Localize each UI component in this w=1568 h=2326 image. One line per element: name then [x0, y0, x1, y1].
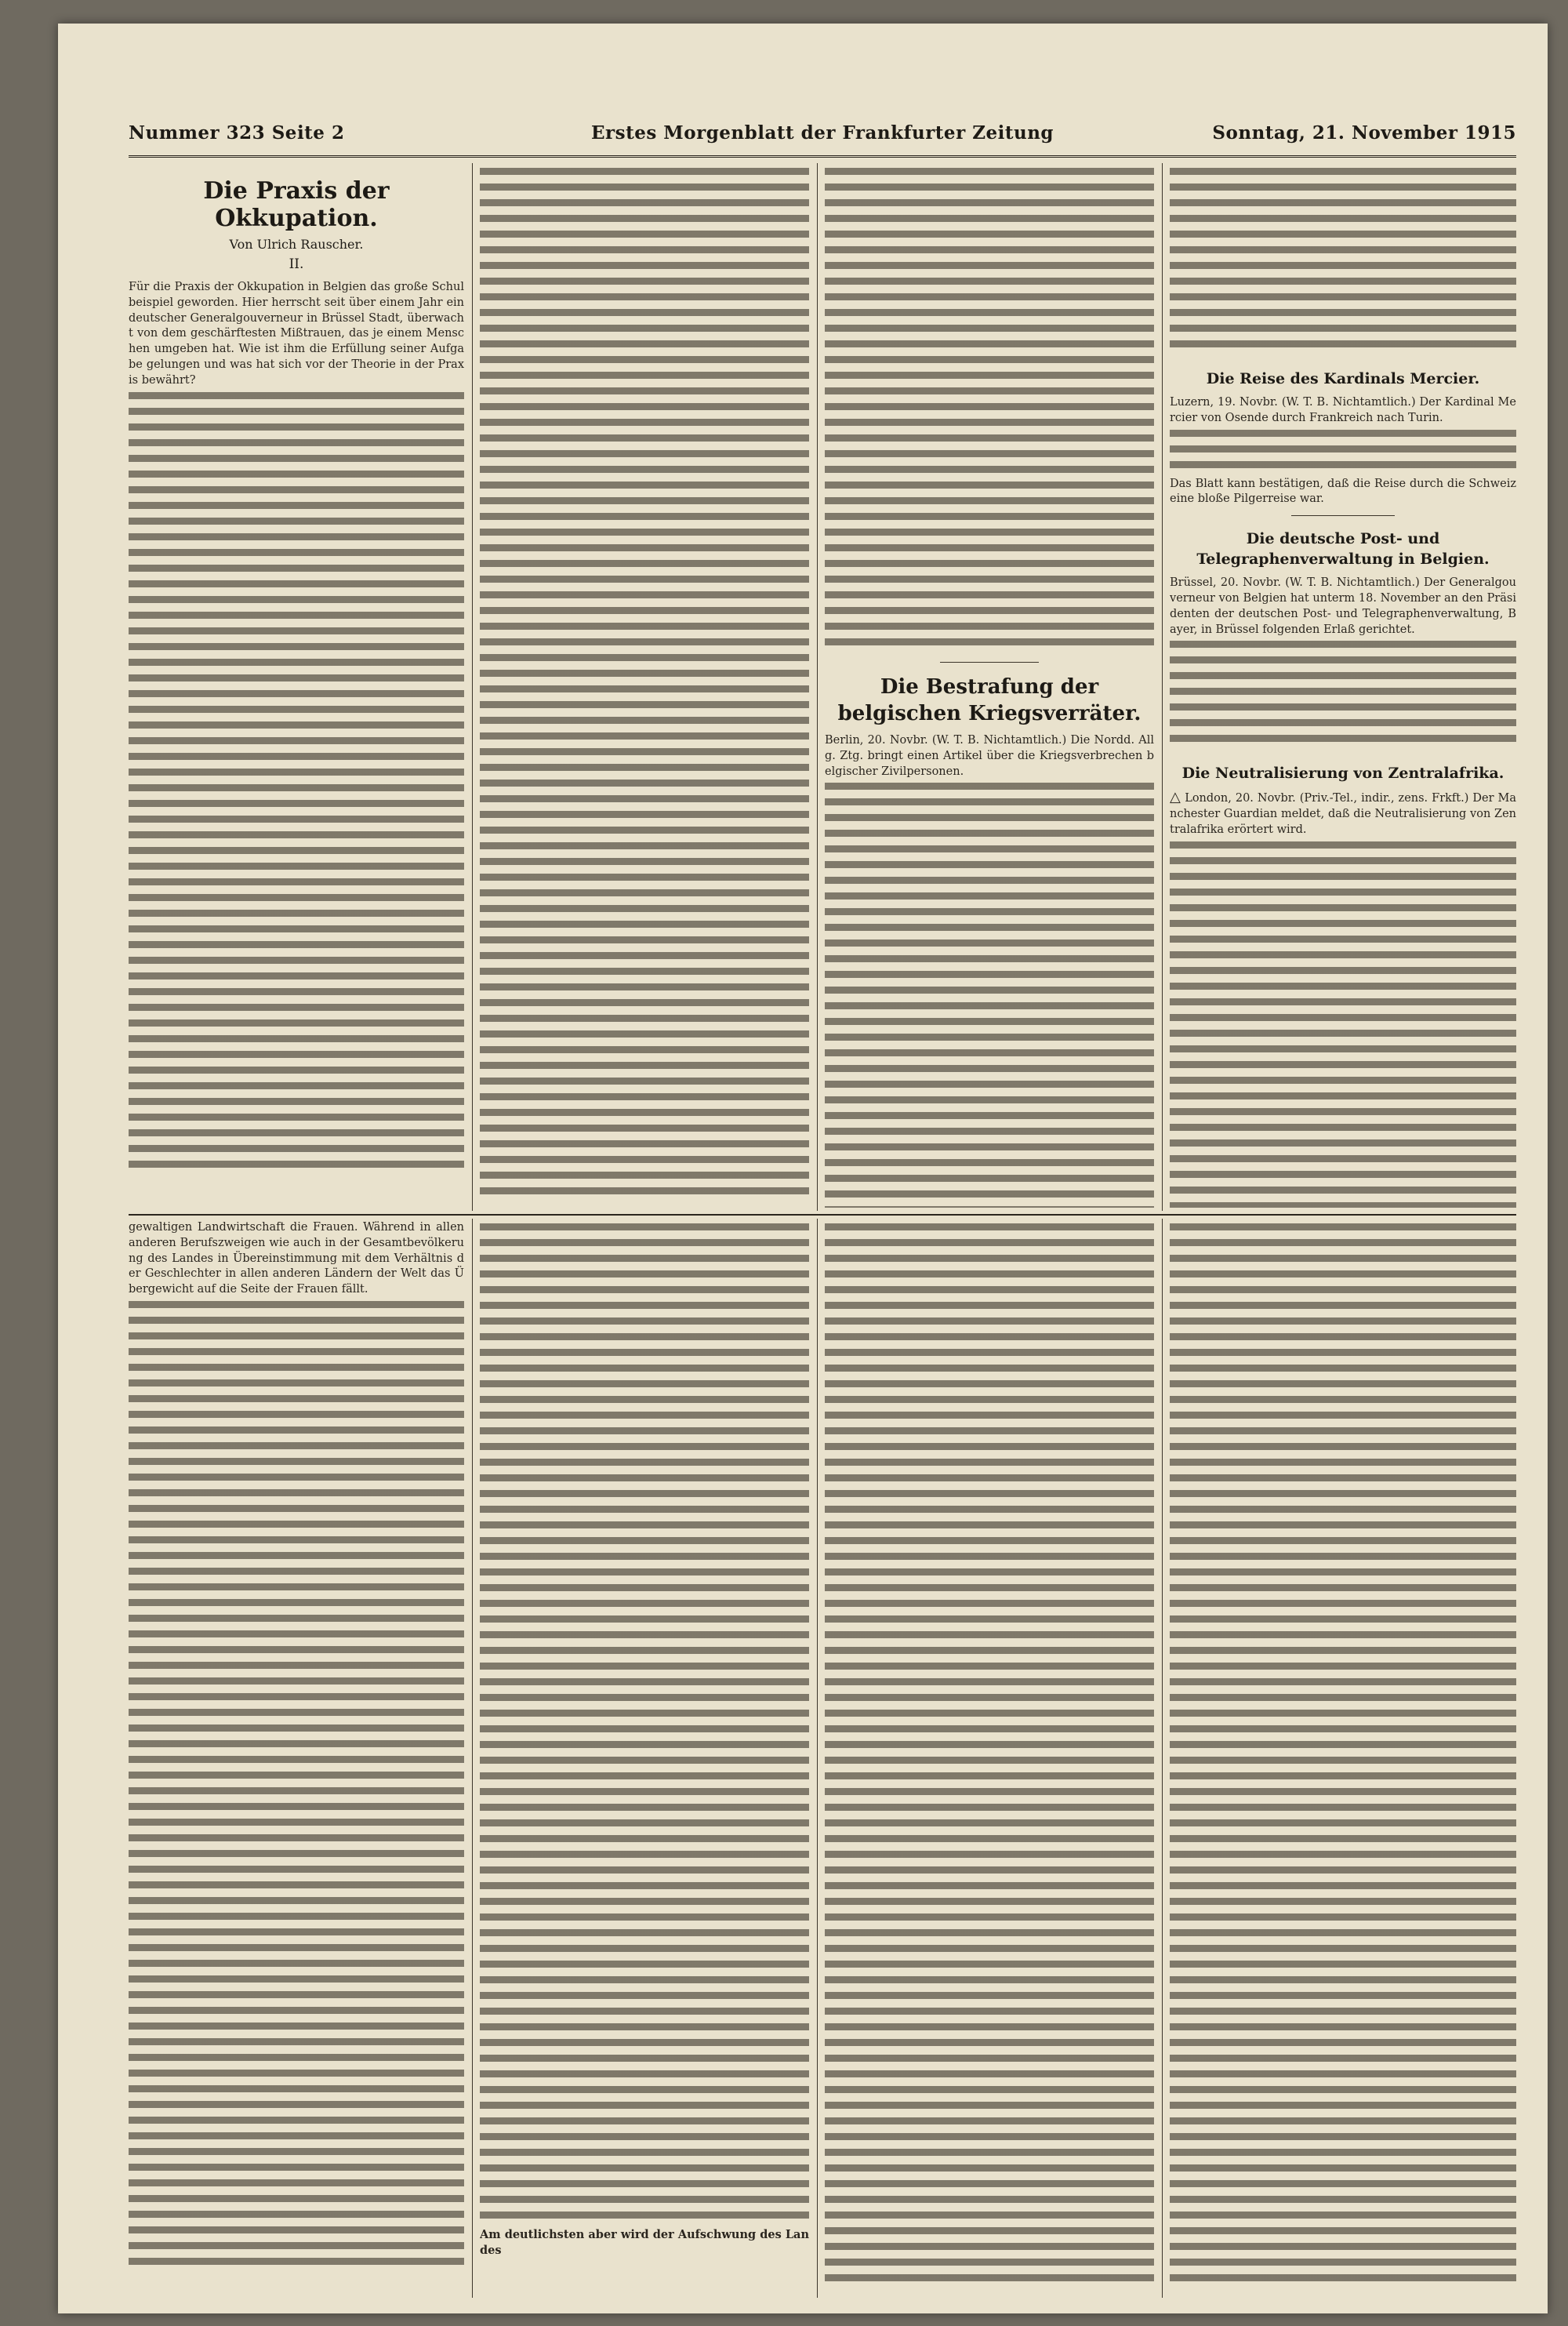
article-part: II. — [289, 256, 304, 272]
masthead — [129, 116, 1516, 158]
column-3 — [825, 165, 1154, 1208]
column-2 — [480, 165, 809, 1208]
article-title-post: Die deutsche Post- und Telegraphenverwaltung in Belgien. — [1196, 530, 1490, 569]
issue-number: Nummer 323 Seite 2 — [129, 122, 345, 144]
triangle-icon: △ — [1170, 789, 1181, 806]
lower-column-2 — [480, 1220, 809, 2295]
article-text-filler — [129, 1301, 464, 2273]
article-title-africa: Die Neutralisierung von Zentralafrika. — [1181, 765, 1504, 783]
issue-date: Sonntag, 21. November 1915 — [1212, 122, 1516, 144]
article-text-filler — [480, 168, 809, 1203]
africa-lead: London, 20. Novbr. (Priv.-Tel., indir., zens. Frkft.) Der Manchester Guardian meldet, daß die Neutralisierung von Zentralafrika erörtert wird. — [1170, 792, 1516, 836]
column-1 — [129, 165, 464, 1208]
article-author: Von Ulrich Rauscher. — [229, 237, 364, 252]
article-text: Berlin, 20. Novbr. (W. T. B. Nichtamtlich.) Die Nordd. Allg. Ztg. bringt einen Artikel über die Kriegsverbrechen belgischer Zivilpersonen. — [825, 734, 1154, 778]
lower-column-3 — [825, 1220, 1154, 2295]
article-text-filler — [825, 168, 1154, 654]
article-text: Am deutlichsten aber wird der Aufschwung des Landes — [480, 2228, 809, 2257]
article-text: Brüssel, 20. Novbr. (W. T. B. Nichtamtlich.) Der Generalgouverneur von Belgien hat unterm 18. November an den Präsidenten der deutschen Post- und Telegraphenverwaltung, Bayer, in Brüssel folgenden Erlaß gerichtet. — [1170, 576, 1516, 636]
paper-title: Erstes Morgenblatt der Frankfurter Zeitung — [590, 122, 1054, 144]
article-text-filler — [825, 1223, 1154, 2290]
article-text-filler — [825, 783, 1154, 1208]
article-text-filler — [1170, 641, 1516, 750]
article-text: gewaltigen Landwirtschaft die Frauen. Während in allen anderen Berufszweigen wie auch in der Gesamtbevölkerung des Landes in Übereinstimmung mit dem Verhältnis der Geschlechter in allen anderen Ländern der Welt das Übergewicht auf die Seite der Frauen fällt. — [129, 1221, 464, 1296]
column-4 — [1170, 165, 1516, 1208]
article-text-filler — [1170, 1223, 1516, 2290]
article-text-filler — [1170, 168, 1516, 356]
lower-column-1 — [129, 1220, 464, 2295]
article-text: Das Blatt kann bestätigen, daß die Reise durch die Schweiz eine bloße Pilgerreise war. — [1170, 477, 1516, 506]
article-title-occupation: Die Praxis der Okkupation. — [203, 177, 390, 232]
newspaper-page — [58, 24, 1548, 2313]
article-text-filler — [480, 1223, 809, 2227]
article-text: Luzern, 19. Novbr. (W. T. B. Nichtamtlich.) Der Kardinal Mercier von Osende durch Frankreich nach Turin. — [1170, 396, 1516, 424]
article-text-filler — [1170, 841, 1516, 1208]
lower-column-4 — [1170, 1220, 1516, 2295]
article-text: Für die Praxis der Okkupation in Belgien das große Schulbeispiel geworden. Hier herrscht seit über einem Jahr ein deutscher Generalgouverneur in Brüssel Stadt, überwacht von dem geschärftesten Mißtrauen, das je einem Menschen umgeben hat. Wie ist ihm die Erfüllung seiner Aufgabe gelungen und was hat sich vor der Theorie in der Praxis bewährt? — [129, 281, 464, 387]
article-title-mercier: Die Reise des Kardinals Mercier. — [1206, 370, 1480, 387]
article-title-punishment: Die Bestrafung der belgischen Kriegsverräter. — [837, 675, 1142, 725]
article-text-filler — [129, 392, 464, 1176]
article-text-filler — [1170, 430, 1516, 477]
article-text — [1170, 790, 1516, 838]
